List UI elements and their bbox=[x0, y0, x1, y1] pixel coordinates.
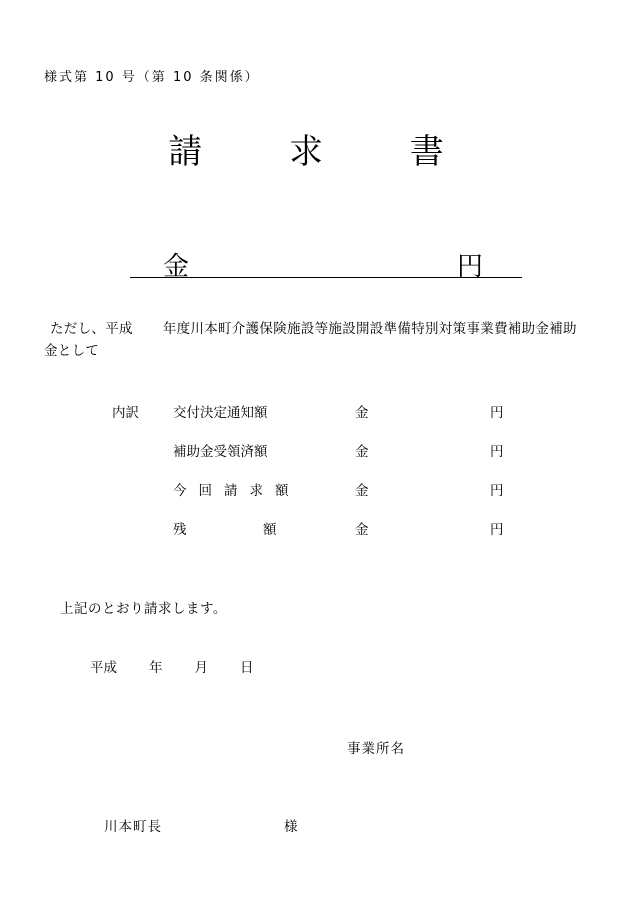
breakdown-row-received bbox=[0, 440, 630, 460]
purpose-rest: 年度川本町介護保険施設等施設開設準備特別対策事業費補助金補助金として bbox=[44, 321, 577, 359]
row-name-b: 額 bbox=[263, 522, 277, 538]
row-yen: 円 bbox=[490, 444, 504, 460]
addressee-honorific: 様 bbox=[284, 819, 298, 835]
date-year: 年 bbox=[149, 660, 163, 676]
closing-statement: 上記のとおり請求します。 bbox=[60, 601, 227, 617]
row-yen: 円 bbox=[490, 405, 504, 421]
purpose-text bbox=[44, 318, 589, 362]
purpose-prefix: ただし、平成 bbox=[50, 321, 133, 337]
row-kin: 金 bbox=[355, 522, 369, 538]
amount-yen-label: 円 bbox=[457, 252, 484, 282]
document-title: 請 求 書 bbox=[168, 132, 482, 172]
breakdown-label: 内訳 bbox=[112, 405, 139, 421]
breakdown-row-remaining bbox=[0, 518, 630, 538]
breakdown-row-current bbox=[0, 479, 630, 499]
row-yen: 円 bbox=[490, 483, 504, 499]
row-kin: 金 bbox=[355, 405, 369, 421]
office-name-label: 事業所名 bbox=[347, 741, 405, 757]
row-yen: 円 bbox=[490, 522, 504, 538]
row-name: 今回請求額 bbox=[173, 483, 301, 499]
date-month: 月 bbox=[194, 660, 208, 676]
row-name: 補助金受領済額 bbox=[173, 444, 268, 460]
breakdown-row-notified bbox=[0, 401, 630, 421]
row-kin: 金 bbox=[355, 483, 369, 499]
amount-kin-label: 金 bbox=[163, 252, 190, 282]
row-name-a: 残 bbox=[173, 522, 187, 538]
amount-underline bbox=[130, 277, 522, 278]
row-name: 交付決定通知額 bbox=[173, 405, 268, 421]
date-line bbox=[90, 656, 254, 676]
date-era: 平成 bbox=[90, 660, 117, 676]
date-day: 日 bbox=[240, 660, 254, 676]
row-kin: 金 bbox=[355, 444, 369, 460]
addressee-name: 川本町長 bbox=[104, 819, 162, 835]
form-number: 様式第 10 号（第 10 条関係） bbox=[44, 70, 260, 85]
